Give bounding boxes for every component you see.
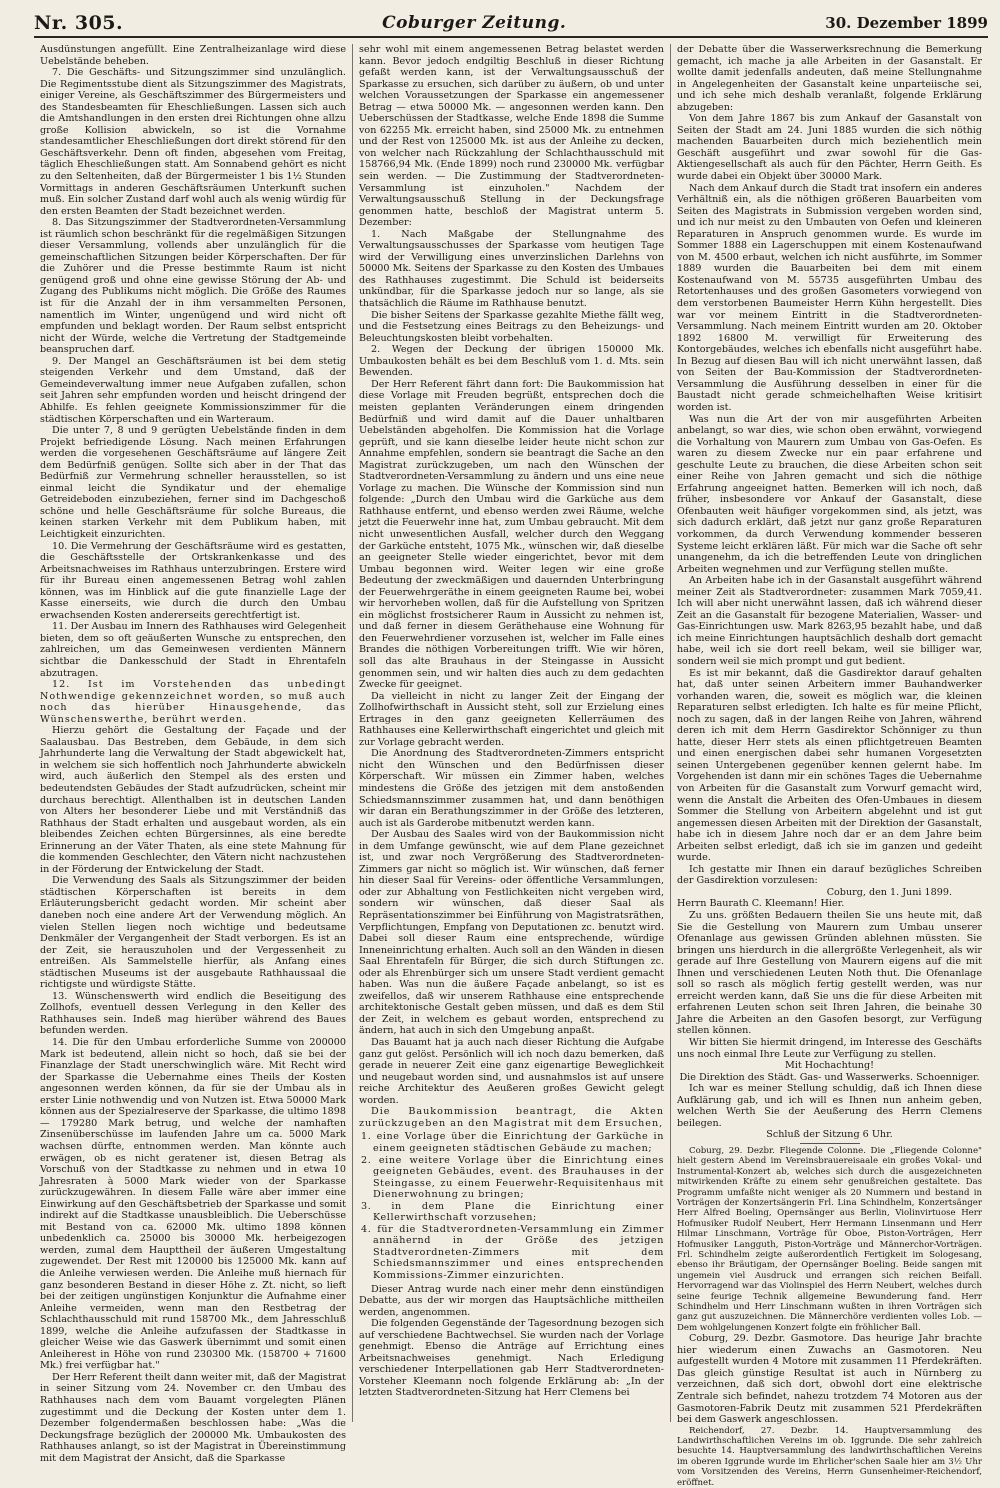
paragraph: Wir bitten Sie hiermit dringend, im Interesse des Geschäfts uns noch einmal Ihre Leute zur Verfügung zu stellen. bbox=[677, 1037, 982, 1060]
letter-date: Coburg, den 1. Juni 1899. bbox=[826, 886, 952, 898]
news-item: Coburg, 29. Dezbr. Gasmotore. Das heurige Jahr brachte hier wiederum einen Zuwachs an Gasmotoren. Neu aufgestellt wurden 4 Motore mit zusammen 11 Pferdekräften. Das gleich günstige Resultat ist auch in Nürnberg zu verzeichnen, daß sich dort, obwohl dort eine elektrische Zentrale sich befindet, nahezu trotzdem 74 Motoren aus der Gasmotoren-Fabrik Deutz mit zusammen 521 Pferdekräften bei dem Gaswerk angeschlossen. bbox=[677, 1333, 982, 1426]
paragraph: Dieser Antrag wurde nach einer mehr denn einstündigen Debatte, aus der wir morgen das Hauptsächliche mittheilen werden, angenommen. bbox=[359, 1283, 664, 1318]
paragraph: 7. Die Geschäfts- und Sitzungszimmer sind unzulänglich. Die Regimentsstube dient als Sitzungszimmer des Magistrats, einiger Vereine, als Geschäftszimmer des Bürgermeisters und des Standesbeamten für Eheschließungen. Lassen sich auch die Amtshandlungen in den ersten drei Richtungen ohne allzu große Kollision abwickeln, so ist die Vornahme standesamtlicher Eheschließungen dort direkt störend für den Geschäftsverkehr. Denn oft finden, abgesehen vom Freitag, täglich Eheschließungen statt. Am Sonnabend gehört es nicht zu den Seltenheiten, daß der Bürgermeister 1 bis 1½ Stunden Vormittags in anderen Geschäftsräumen Unterkunft suchen muß. Ein solcher Zustand darf wohl auch als wenig würdig für den ersten Beamten der Stadt bezeichnet werden. bbox=[40, 67, 346, 217]
paragraph: sehr wohl mit einem angemessenen Betrag belastet werden kann. Bevor jedoch endgiltig Beschluß in dieser Richtung gefaßt werden kann, ist der Verwaltungsausschuß der Sparkasse zu ersuchen, sich darüber zu äußern, ob und unter welchen Voraussetzungen der Sparkasse ein angemessener Betrag — etwa 50000 Mk. — angesonnen werden kann. Den Ueberschüssen der Stadtkasse, welche Ende 1898 die Summe von 62255 Mk. erreicht haben, sind 25000 Mk. zu entnehmen und der Rest von 125000 Mk. ist aus der Anleihe zu decken, von welcher nach Rückzahlung der Schlachthausschuld mit 158766,94 Mk. (Ende 1899) noch rund 230000 Mk. verfügbar sein werden. — Die Zustimmung der Stadtverordneten-Versammlung ist einzuholen." Nachdem der Verwaltungsausschuß Stellung in der Deckungsfrage genommen hatte, beschloß der Magistrat unterm 5. Dezember: bbox=[359, 44, 664, 229]
paragraph: Das Bauamt hat ja auch nach dieser Richtung die Aufgabe ganz gut gelöst. Persönlich will ich noch dazu bemerken, daß gerade in neuerer Zeit eine ganz eigenartige Beweglichkeit und neugebaut worden sind, und ausnahmslos ist auf unsere reiche Architektur des Aeußeren großes Gewicht gelegt worden. bbox=[359, 1037, 664, 1106]
paragraph: 13. Wünschenswerth wird endlich die Beseitigung des Zollhofs, eventuell dessen Verlegung in den Keller des Rathhauses sein. Indeß mag hierüber während des Baues befunden werden. bbox=[40, 990, 346, 1037]
paragraph: Hierzu gehört die Gestaltung der Façade und der Saalausbau. Das Bestreben, dem Gebäude, in dem sich Jahrhunderte lang die Verwaltung der Stadt abgewickelt hat, in welchem sie sich hoffentlich noch Jahrhunderte abwickeln wird, auch äußerlich den Stempel als des ersten und bedeutendsten Gebäudes der Stadt aufzudrücken, scheint mir durchaus berechtigt. Allenthalben ist in deutschen Landen von Alters her besonderer Liebe und mit Verständniß das Rathhaus der Stadt erhalten und ausgebaut worden, als ein bleibendes Zeichen echten Bürgersinnes, als eine beredte Erinnerung an der Väter Thaten, als eine stete Mahnung für die kommenden Geschlechter, den Vätern nicht nachzustehen in der Förderung der Entwickelung der Stadt. bbox=[40, 725, 346, 875]
letter-greeting: Mit Hochachtung! bbox=[785, 1060, 874, 1072]
paragraph: 11. Der Ausbau im Innern des Rathhauses wird Gelegenheit bieten, dem so oft geäußerten Wunsche zu entsprechen, den zahlreichen, um das Gemeinwesen verdienten Männern sichtbar die Dankesschuld der Stadt in Ehrentafeln abzutragen. bbox=[40, 621, 346, 679]
paragraph: Da vielleicht in nicht zu langer Zeit der Eingang der Zollhofwirthschaft in Aussicht steht, soll zur Erzielung eines Ertrages in den ganz geeigneten Kellerräumen des Rathhauses eine Kellerwirthschaft eingerichtet und gleich mit zur Vorlage gebracht werden. bbox=[359, 690, 664, 748]
paragraph: Ich gestatte mir Ihnen ein darauf bezügliches Schreiben der Gasdirektion vorzulesen: bbox=[677, 863, 982, 887]
paragraph: Zu uns. größten Bedauern theilen Sie uns heute mit, daß Sie die Gestellung von Maurern zum Umbau unserer Ofenanlage aus gewissen Gründen ablehnen müssten. Sie bringen uns hierdurch in die allergrößte Verlegenheit, als wir gerade auf Ihre Gestellung von Maurern eigens auf die mit Ihnen und verschiedenen Leuten Noth thut. Die Ofenanlage soll so rasch als möglich fertig gestellt werden, was nur erreicht werden kann, daß Sie uns die für diese Arbeiten mit erfahrenen Leuten schon seit Ihren Jahren, die beinahe 30 Jahre die Arbeiten an den Gasofen besorgt, zur Verfügung stellen können. bbox=[677, 910, 982, 1037]
list-item: 2. eine weitere Vorlage über die Einrichtung eines geeigneten Gebäudes, event. des Brauhauses in der Steingasse, zu einem Feuerwehr-Requisitenhaus mit Dienerwohnung zu bringen; bbox=[361, 1154, 664, 1201]
divider bbox=[800, 1143, 860, 1144]
letter-signature: Die Direktion des Städt. Gas- und Wasserwerks. Schoenniger. bbox=[679, 1071, 980, 1083]
columns bbox=[34, 44, 988, 1488]
paragraph: 8. Das Sitzungszimmer der Stadtverordneten-Versammlung ist räumlich schon beschränkt für die regelmäßigen Sitzungen dieser Versammlung, vollends aber unzulänglich für die gemeinschaftlichen Sitzungen beider Körperschaften. Der für die Zuhörer und die Presse bestimmte Raum ist nicht genügend groß und ohne eine gewisse Störung der Ab- und Zugang des Publikums nicht möglich. Die Größe des Raumes ist für die Anzahl der in ihm versammelten Personen, namentlich im Winter, ungenügend und wird nicht oft empfunden und beklagt worden. Der Raum selbst entspricht nicht der Würde, welche die Vertretung der Stadtgemeinde beanspruchen darf. bbox=[40, 217, 346, 356]
paragraph: Die unter 7, 8 und 9 gerügten Uebelstände finden in dem Projekt befriedigende Lösung. Nach meinen Erfahrungen werden die vorgesehenen Geschäftsräume auf längere Zeit dem Bedürfniß genügen. Sollte sich aber in der That das Bedürfniß zur Vermehrung schneller herausstellen, so ist einmal leicht die Syndikatur und der ehemalige Getreideboden einzubeziehen, ferner sind im Dachgeschoß schöne und helle Geschäftsräume für solche Bureaus, die keinen starken Verkehr mit dem Publikum haben, mit Leichtigkeit einzurichten. bbox=[40, 425, 346, 540]
paragraph: 9. Der Mangel an Geschäftsräumen ist bei dem stetig steigenden Verkehr und dem Umstand, daß der Gemeindeverwaltung immer neue Aufgaben zufallen, schon seit Jahren sehr empfunden worden und heischt dringend der Abhilfe. Es fehlen geeignete Kommissionszimmer für die städtischen Körperschaften und ein Warteraum. bbox=[40, 355, 346, 425]
paragraph: der Debatte über die Wasserwerksrechnung die Bemerkung gemacht, ich mache ja alle Arbeiten in der Gasanstalt. Er wollte damit jedenfalls andeuten, daß meine Stellungnahme in Angelegenheiten der Gasanstalt keine unparteiische sei, und ich sehe mich deshalb veranlaßt, folgende Erklärung abzugeben: bbox=[677, 44, 982, 113]
column-2 bbox=[352, 44, 670, 1422]
paragraph: Der Herr Referent theilt dann weiter mit, daß der Magistrat in seiner Sitzung vom 24. November cr. den Umbau des Rathhauses nach dem vom Bauamt vorgelegten Plänen zugestimmt und die Deckung der Kosten unter dem 1. Dezember folgendermaßen beschlossen habe: „Was die Deckungsfrage bezüglich der 200000 Mk. Umbaukosten des Rathhauses anlangt, so ist der Magistrat in Übereinstimmung mit dem Magistrat der Ansicht, daß die Sparkasse bbox=[40, 1371, 346, 1464]
paragraph: Die Baukommission beantragt, die Akten zurückzugeben an den Magistrat mit dem Ersuchen, bbox=[359, 1106, 664, 1129]
paragraph: Es ist mir bekannt, daß die Gasdirektor darauf gehalten hat, daß unter seinen Arbeitern immer Bauhandwerker vorhanden waren, die, soweit es möglich war, die kleinen Reparaturen selbst erledigten. Ich halte es für meine Pflicht, noch zu sagen, daß in der langen Reihe von Jahren, während deren ich mit dem Herrn Gasdirektor Schönniger zu thun hatte, dieser Herr stets als einen pflichtgetreuen Beamten und einen energischen dabei sehr humanen Vorgesetzten seinen Untergebenen gegenüber kennen gelernt habe. Im Vorgehenden ist dann mir ein schönes Tages die Uebernahme von Arbeiten für die Gasanstalt zum Vorwurf gemacht wird, wenn die Anstalt die Arbeiten des Ofen-Umbaues in diesem Sommer die Stellung von Arbeitern abgelehnt und ist gut angemessen diesen Arbeiten mit der Direktion der Gasanstalt, habe ich in diesem Jahre noch dar er an dem Jahre beim Arbeiten selbst erledigt, daß ich sie im ganzen und gedeiht wurde. bbox=[677, 667, 982, 864]
paragraph: Der Ausbau des Saales wird von der Baukommission nicht in dem Umfange gewünscht, wie auf dem Plane gezeichnet ist, und zwar noch Vergrößerung des Stadtverordneten-Zimmers gar nicht so möglich ist. Wir wünschen, daß ferner hin dieser Saal für Vereins- oder öffentliche Versammlungen, oder zur Abhaltung von Festlichkeiten nicht vergeben wird, sondern wir wünschen, daß dieser Saal als Repräsentationszimmer bei Einführung von Magistratsräthen, Verpflichtungen, Empfang von Deputationen zc. benutzt wird. Dabei soll dieser Raum eine entsprechende, würdige Inneneinrichtung erhalten. Auch soll an den Wänden in diesen Saal Ehrentafeln für Bürger, die sich durch Stiftungen zc. oder als Ehrenbürger sich um unsere Stadt verdient gemacht haben. Was nun die äußere Façade anbelangt, so ist es zweifellos, daß wir unserem Rathhause eine entsprechende architektonische Gestalt geben müssen, und daß es dem Stil der Zeit, in welchem es gebaut worden, entsprechend zu ändern, hat auch in sich den Umgebung anpaßt. bbox=[359, 829, 664, 1037]
news-item: Coburg, 29. Dezbr. Fliegende Colonne. Die „Fliegende Colonne" hielt gestern Abend im Vereinsbrauereisaale ein großes Vokal- und Instrumental-Konzert ab, welches sich durch die ausgezeichneten mitwirkenden Kräfte zu einem sehr genußreichen gestaltete. Das Programm umfaßte nicht weniger als 20 Nummern und bestand in Vorträgen der Konzertsängerin Frl. Lina Schindhelm, Konzertsänger Herr Alfred Boeling, Opernsänger aus Berlin, Violinvirtuose Herr Hofmusiker Rudolf Neubert, Herr Hermann Linsenmann und Herr Hilmar Linschmann, Vorträge für Oboe, Piston-Vorträgen, Herr Hofmusiker Langguth, Piston-Vorträge und Männerchor-Vorträgen. Frl. Schindhelm zeigte außerordentlich Fertigkeit im Sologesang, ebenso ihr Bräutigam, der Opernsänger Boeling. Beide sangen mit ungemein viel Ausdruck und errangen sich reichen Beifall. Hervorragend war das Violinspiel des Herrn Neubert, welches durch seine feurige Technik allgemeine Bewunderung fand. Herr Schindhelm und Herr Linschmann wußten in ihren Vorträgen sich ganz gut auszuzeichnen. Die Männerchöre verdienten volles Lob. — Dem wohlgelungenen Konzert folgte ein fröhlicher Ball. bbox=[677, 1145, 982, 1333]
paragraph: 1. Nach Maßgabe der Stellungnahme des Verwaltungsausschusses der Sparkasse vom heutigen Tage wird der Verwilligung eines unverzinslichen Darlehns von 50000 Mk. Seitens der Sparkasse zu den Kosten des Umbaues des Rathhauses zugestimmt. Die Schuld ist beiderseits unkündbar, für die Sparkasse jedoch nur so lange, als sie thatsächlich die Räume im Rathhause benutzt. bbox=[359, 228, 664, 310]
paragraph: 2. Wegen der Deckung der übrigen 150000 Mk. Umbaukosten behält es bei dem Beschluß vom 1. d. Mts. sein Bewenden. bbox=[359, 344, 664, 379]
session-close: Schluß der Sitzung 6 Uhr. bbox=[766, 1129, 893, 1141]
letter-salutation: Herrn Baurath C. Kleemann! Hier. bbox=[677, 898, 845, 910]
newspaper-title: Coburger Zeitung. bbox=[382, 13, 567, 33]
list-item: 3. in dem Plane die Einrichtung einer Kellerwirthschaft vorzusehen; bbox=[361, 1200, 664, 1224]
issue-date: 30. Dezember 1899 bbox=[825, 14, 988, 32]
news-item: Reichendorf, 27. Dezbr. 14. Hauptversammlung des Landwirthschaftlichen Vereins im ob. Iggrunde. Die sehr zahlreich besuchte 14. Hauptversammlung des landwirthschaftlichen Vereins im oberen Iggrunde wurde im Ehrlicher'schen Saale hier am 3½ Uhr vom Vorsitzenden des Vereins, Herrn Gunsenheimer-Reichendorf, eröffnet. bbox=[677, 1425, 982, 1488]
column-3 bbox=[670, 44, 988, 1488]
column-1 bbox=[34, 44, 352, 1464]
paragraph: Die Verwendung des Saals als Sitzungszimmer der beiden städtischen Körperschaften ist bereits in dem Erläuterungsbericht gedacht worden. Mir scheint aber daneben noch eine andere Art der Verwendung möglich. An vielen Stellen liegen noch wichtige und bedeutsame Denkmäler der Vergangenheit der Stadt verborgen. Es ist an der Zeit, sie herauszuholen und der Vergessenheit zu entreißen. Als Sammelstelle hierfür, als Anfang eines städtischen Museums ist der ausgebaute Rathhaussaal die richtigste und würdigste Stätte. bbox=[40, 875, 346, 991]
paragraph: An Arbeiten habe ich in der Gasanstalt ausgeführt während meiner Zeit als Stadtverordneter: zusammen Mark 7059,41. Ich will aber nicht unerwähnt lassen, daß ich während dieser Zeit an die Gasanstalt für bezogene Materialien, Wasser- und Gas-Einrichtungen usw. Mark 8263,95 bezahlt habe, und daß ich meine Einrichtungen hauptsächlich deshalb dort gemacht habe, weil ich sie dort reell bekam, weil sie billiger war, sondern weil sie mich prompt und gut bedient. bbox=[677, 575, 982, 667]
paragraph: Ausdünstungen angefüllt. Eine Zentralheizanlage wird diese Uebelstände beheben. bbox=[40, 44, 346, 67]
list-item: 1. eine Vorlage über die Einrichtung der Garküche in einem geeigneten städtischen Gebäude zu machen; bbox=[361, 1131, 664, 1154]
paragraph: Nach dem Ankauf durch die Stadt trat insofern ein anderes Verhältniß ein, als die nöthigen größeren Bauarbeiten vom Seiten des Magistrats in Submission vergeben worden sind, und ich nur meist zu den Umbauten von Oefen und kleineren Reparaturen in Anspruch genommen wurde. Es wurde im Sommer 1888 ein Lagerschuppen mit einem Kostenaufwand von M. 4500 erbaut, welchen ich nicht ausführte, im Sommer 1889 wurden die Bauarbeiten bei dem mit einem Kostenaufwand von M. 55735 ausgeführten Umbau des Retortenhauses und des großen Gasometers vorwiegend von dem verstorbenen Baumeister Herrn Kühn hergestellt. Dies war vor meinem Eintritt in die Stadtverordneten-Versammlung. Nach meinem Eintritt wurden am 20. Oktober 1892 16800 M. verwilligt für Erweiterung des Kontorgebäudes, welches ich ebenfalls nicht ausgeführt habe. In Bezug auf diesen Bau will ich nicht unerwähnt lassen, daß von Seiten der Bau-Kommission der Stadtverordneten-Versammlung die Ausführung desselben in einer für die Baustadt nicht gerade schmeichelhaften Weise kritisirt worden ist. bbox=[677, 182, 982, 413]
paragraph: Der Herr Referent fährt dann fort: Die Baukommission hat diese Vorlage mit Freuden begrüßt, entsprechen doch die meisten geplanten Veränderungen einem dringenden Bedürfniß und wird damit auf die Dauer unhaltbaren Uebelständen abgeholfen. Die Kommission hat die Vorlage geprüft, und sie kann dieselbe leider heute nicht schon zur Annahme empfehlen, sondern sie beantragt die Sache an den Magistrat zurückzugeben, um nach den Wünschen der Stadtverordneten-Versammlung zu ändern und uns eine neue Vorlage zu machen. Die Wünsche der Kommission sind nun folgende: „Durch den Umbau wird die Garküche aus dem Rathhause entfernt, und ebenso werden zwei Räume, welche jetzt die Feuerwehr inne hat, zum Umbau gebraucht. Mit dem nicht unwesentlichen Ausfall, welcher durch den Weggang der Garküche entsteht, 1075 Mk., wünschen wir, daß dieselbe an geeigneter Stelle wieder eingerichtet, bevor mit dem Umbau begonnen wird. Weiter legen wir eine große Bedeutung der zweckmäßigen und dauernden Unterbringung der Feuerwehrgeräthe in einem geeigneten Raume bei, wobei wir hervorheben wollen, daß für die Aufstellung von Spritzen ein möglichst frostsicherer Raum in Aussicht zu nehmen ist, und daß ferner in diesem Geräthehause eine Wohnung für den Feuerwehrdiener vorzusehen ist, welcher im Falle eines Brandes die nöthigen Vorbereitungen trifft. Wie wir hören, soll das alte Brauhaus in der Steingasse in Aussicht genommen sein, und wir halten dies auch zu dem gedachten Zwecke für geeignet. bbox=[359, 378, 664, 691]
paragraph: 10. Die Vermehrung der Geschäftsräume wird es gestatten, die Geschäftsstelle der Ortskrankenkasse und des Arbeitsnachweises im Rathhaus unterzubringen. Erstere wird für ihr Bureau einen angemessenen Betrag wohl zahlen können, was im Hinblick auf die gute finanzielle Lage der Kasse einerseits, wie durch die durch den Umbau erwachsenden Kosten andererseits gerechtfertigt ist. bbox=[40, 540, 346, 621]
paragraph: Von dem Jahre 1867 bis zum Ankauf der Gasanstalt von Seiten der Stadt am 24. Juni 1885 wurden die sich nöthig machenden Bauarbeiten durch mich beziehentlich mein Geschäft ausgeführt und zwar sowohl für die Gas-Aktiengesellschaft als auch für den Pächter, Herrn Geith. Es wurde dabei ein Objekt über 30000 Mark. bbox=[677, 113, 982, 183]
paragraph: 14. Die für den Umbau erforderliche Summe von 200000 Mark ist bedeutend, allein nicht so hoch, daß sie bei der Finanzlage der Stadt unerschwinglich wäre. Mit Recht wird der Sparkasse die Uebernahme eines Theils der Kosten angesonnen werden können, da für sie der Umbau als in erster Linie nothwendig und von Nutzen ist. Etwa 50000 Mark können aus der Spezialreserve der Sparkasse, die ultimo 1898 — 179280 Mark betrug, und welche der namhaften Zinsenüberschüsse im laufenden Jahre um ca. 5000 Mark wachsen dürfte, entnommen werden. Man könnte auch erwägen, ob es nicht geratener ist, diesen Betrag als Vorschuß von der Stadtkasse zu nehmen und in etwa 10 Jahresraten à 5000 Mark wieder von der Sparkasse zurückzugewähren. In diesem Falle wäre aber immer eine Einwirkung auf den Geschäftsbetrieb der Sparkasse und somit indirekt auf die Stadtkasse unausbleiblich. Die Ueberschüsse mit Bestand von ca. 62000 Mk. ultimo 1898 können unbedenklich ca. 25000 bis 30000 Mk. herbeigezogen werden, zumal dem Haupttheil der äußeren Umgestaltung zugewendet. Der Rest mit 120000 bis 125000 Mk. kann auf die Anleihe verwiesen werden. Die Anleihe muß hiernach für ganz besonderen Bestand in dieser Höhe z. Zt. nicht, so lieft bei der zeitigen ungünstigen Konjunktur die Aufnahme einer Anleihe vermeiden, wenn man den Restbetrag der Schlachthausschuld mit rund 158700 Mk., dem Jahresschluß 1899, welche die Anleihe aufzufassen der Stadtkasse in gleicher Weise wie das Gaswerk übernimmt und somit einen Anleiherest in Höhe von rund 230300 Mk. (158700 + 71600 Mk.) frei verfügbar hat." bbox=[40, 1037, 346, 1372]
request-list bbox=[359, 1131, 664, 1281]
paragraph: Die folgenden Gegenstände der Tagesordnung bezogen sich auf verschiedene Bachtwechsel. Sie wurden nach der Vorlage genehmigt. Ebenso die Anträge auf Errichtung eines Arbeitsnachweises genehmigt. Nach Erledigung verschiedener Interpellationen gab Herr Stadtverordneten-Vorsteher Kleemann noch folgende Erklärung ab: „In der letzten Stadtverordneten-Sitzung hat Herr Clemens bei bbox=[359, 1318, 664, 1399]
list-item: 4. für die Stadtverordneten-Versammlung ein Zimmer annähernd in der Größe des jetzigen Stadtverordneten-Zimmers mit dem Schiedsmannszimmer und eines entsprechenden Kommissions-Zimmer einzurichten. bbox=[361, 1223, 664, 1281]
paragraph: Die Anordnung des Stadtverordneten-Zimmers entspricht nicht den Wünschen und den Bedürfnissen dieser Körperschaft. Wir müssen ein Zimmer haben, welches mindestens die Größe des jetzigen mit dem anstoßenden Schiedsmannszimmer zusammen hat, und dann benöthigen wir daran ein Berathungszimmer in der Größe des letzteren, auch ist als Garderobe mitbenutzt werden kann. bbox=[359, 748, 664, 829]
issue-number: Nr. 305. bbox=[34, 12, 124, 34]
masthead bbox=[34, 10, 988, 38]
paragraph: 12. Ist im Vorstehenden das unbedingt Nothwendige gekennzeichnet worden, so muß auch noch das hierüber Hinausgehende, das Wünschenswerthe, berührt werden. bbox=[40, 679, 346, 725]
paragraph: Ich war es meiner Stellung schuldig, daß ich Ihnen diese Aufklärung gab, und ich will es Ihnen nun anheim geben, welchen Werth Sie der Aeußerung des Herrn Clemens beilegen. bbox=[677, 1083, 982, 1129]
paragraph: Die bisher Seitens der Sparkasse gezahlte Miethe fällt weg, und die Festsetzung eines Beitrags zu den Beheizungs- und Beleuchtungskosten bleibt vorbehalten. bbox=[359, 309, 664, 344]
paragraph: Was nun die Art der von mir ausgeführten Arbeiten anbelangt, so war dies, wie schon oben erwähnt, vorwiegend die Vorhaltung von Maurern zum Umbau von Gas-Oefen. Es waren zu diesem Zwecke nur ein paar erfahrene und geschulte Leute zu brauchen, die diese Arbeiten schon seit einer Reihe von Jahren gemacht und sich die nöthige Erfahrung angeeignet hatten. Bemerken will ich noch, daß früher, insbesondere vor Ankauf der Gasanstalt, diese Ofenbauten weit häufiger vorgekommen sind, als jetzt, was sich dadurch erklärt, daß jetzt nur ganz große Reparaturen vorkommen, da durch Verwendung kommender besseren Systeme leicht erklären läßt. Für mich war die Sache oft sehr unangenehm, da ich die betreffenden Leute von dringlichen Arbeiten wegnehmen und zur Verfügung stellen mußte. bbox=[677, 413, 982, 575]
